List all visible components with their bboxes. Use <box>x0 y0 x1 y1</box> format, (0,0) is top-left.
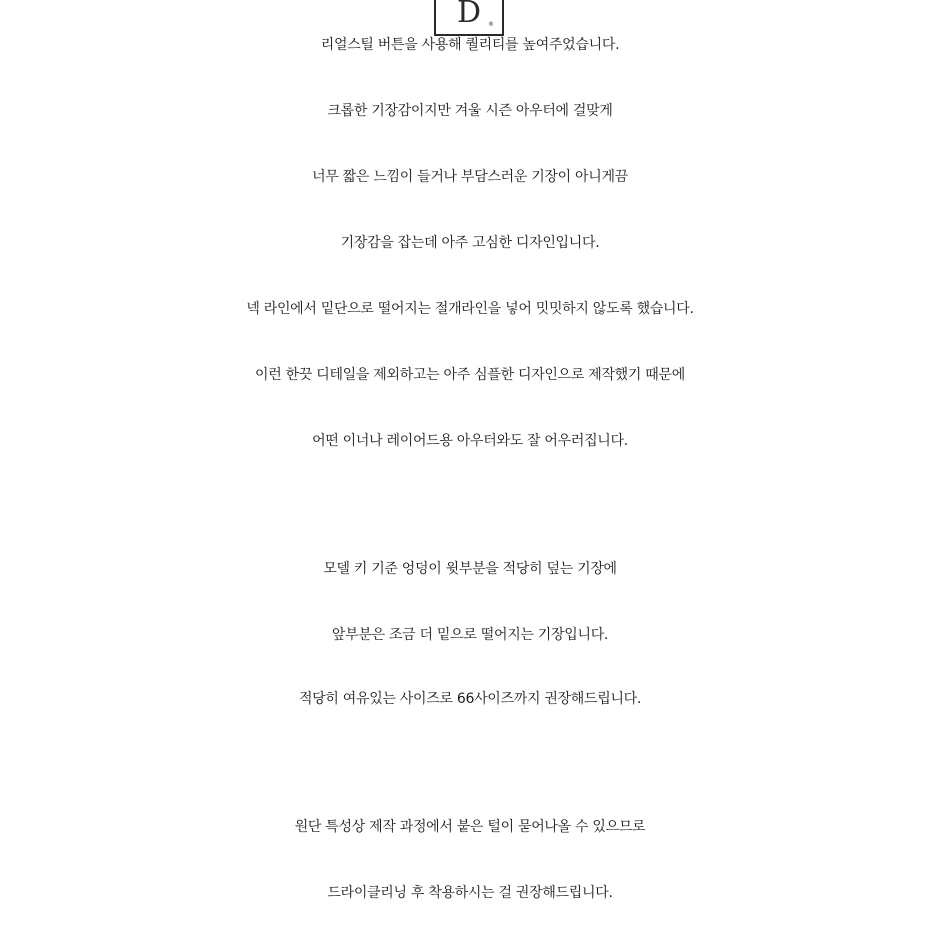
brand-logo-letter: D <box>456 0 482 30</box>
registered-mark: ® <box>488 21 494 28</box>
text-line: 적당히 여유있는 사이즈로 66사이즈까지 권장해드립니다. <box>298 691 642 707</box>
text-line: 기장감을 잡는데 아주 고심한 디자인입니다. <box>340 235 600 251</box>
text-line: 앞부분은 조금 더 밑으로 떨어지는 기장입니다. <box>331 627 609 643</box>
text-line: 드라이클리닝 후 착용하시는 걸 권장해드립니다. <box>327 885 613 901</box>
text-line: 원단 특성상 제작 과정에서 붙은 털이 묻어나올 수 있으므로 <box>294 819 646 835</box>
text-line: 크롭한 기장감이지만 겨울 시즌 아우터에 걸맞게 <box>327 103 613 119</box>
text-line: 리얼스틸 버튼을 사용해 퀄리티를 높여주었습니다. <box>320 37 620 53</box>
text-line: 모델 키 기준 엉덩이 윗부분을 적당히 덮는 기장에 <box>323 561 617 577</box>
text-line: 어떤 이너나 레이어드용 아우터와도 잘 어우러집니다. <box>312 433 628 449</box>
text-line: 이런 한끗 디테일을 제외하고는 아주 심플한 디자인으로 제작했기 때문에 <box>255 367 685 383</box>
text-line: 넥 라인에서 밑단으로 떨어지는 절개라인을 넣어 밋밋하지 않도록 했습니다. <box>246 301 694 317</box>
text-line: 너무 짧은 느낌이 들거나 부담스러운 기장이 아니게끔 <box>312 169 628 185</box>
